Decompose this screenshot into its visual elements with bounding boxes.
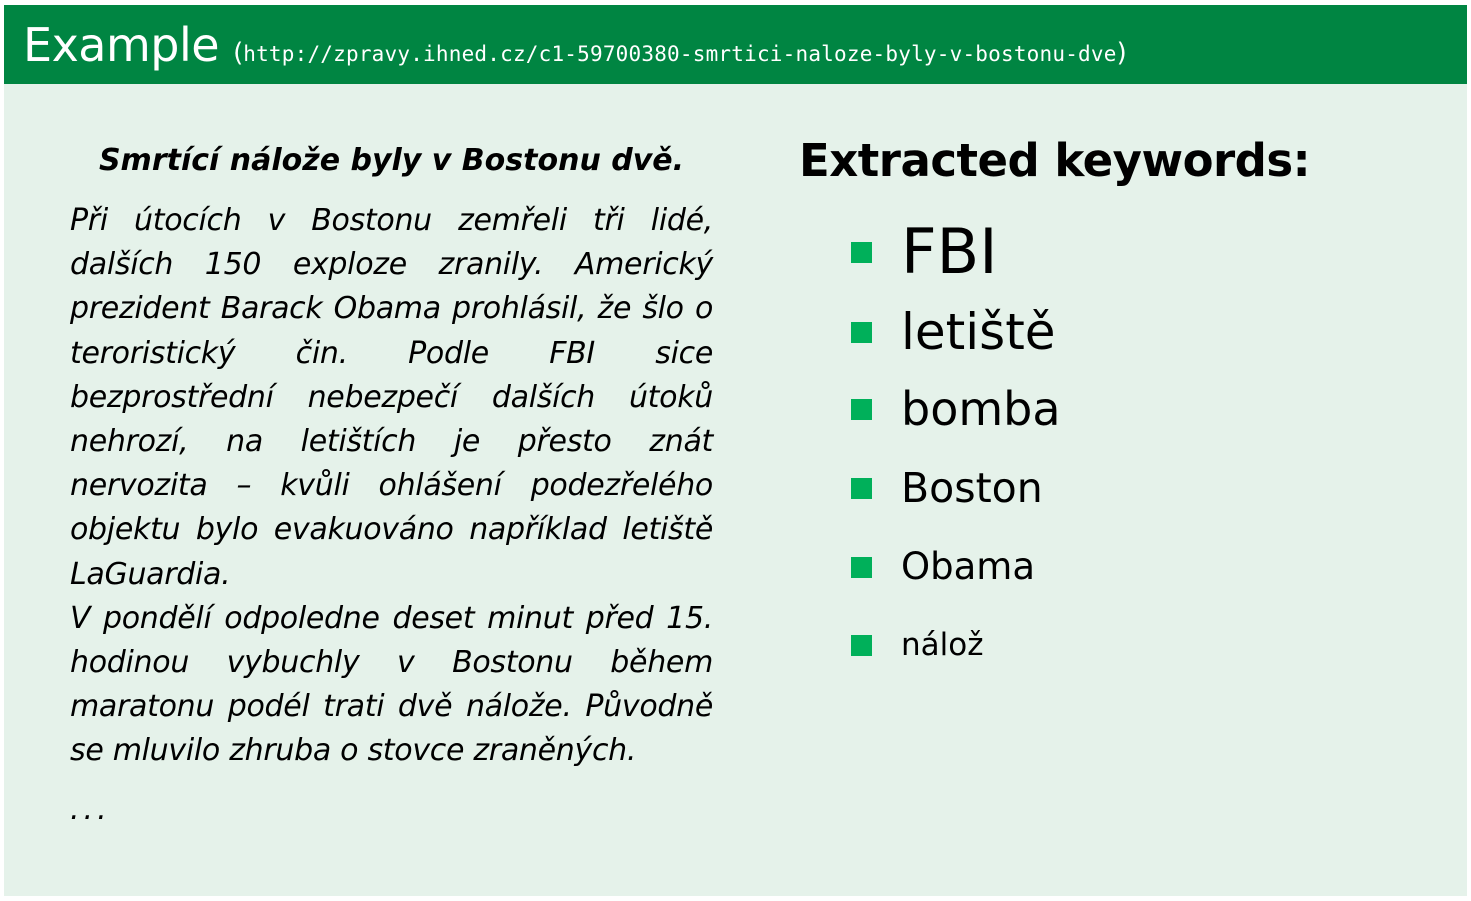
- keyword-item: [851, 625, 984, 665]
- square-bullet-icon: [851, 399, 872, 420]
- slide-header: [4, 5, 1467, 84]
- keyword-label: Boston: [901, 464, 1043, 512]
- article-body: [70, 199, 713, 774]
- article-ellipsis: ...: [70, 791, 111, 827]
- square-bullet-icon: [851, 478, 872, 499]
- keyword-label: FBI: [901, 215, 998, 288]
- url-open-paren: (: [233, 38, 244, 68]
- keyword-item: [851, 544, 1035, 590]
- keyword-item: [851, 463, 1043, 513]
- keywords-column: [799, 131, 1311, 663]
- square-bullet-icon: [851, 322, 872, 343]
- article-column: [70, 141, 713, 827]
- article-paragraph-2: V pondělí odpoledne deset minut před 15. hodinou vybuchly v Bostonu během maratonu podél trati dvě nálože. Původně se mluvilo zhruba o stovce zraněných.: [70, 600, 713, 769]
- square-bullet-icon: [851, 557, 872, 578]
- square-bullet-icon: [851, 635, 872, 656]
- keywords-heading: Extracted keywords:: [799, 134, 1311, 187]
- keyword-item: [851, 382, 1061, 436]
- square-bullet-icon: [851, 242, 872, 263]
- keyword-label: bomba: [901, 382, 1061, 436]
- keyword-item: [851, 217, 997, 287]
- keyword-label: nálož: [901, 627, 984, 663]
- source-url: http://zpravy.ihned.cz/c1-59700380-smrtici-naloze-byly-v-bostonu-dve: [243, 42, 1117, 66]
- url-close-paren: ): [1116, 38, 1127, 68]
- header-source: [233, 38, 1127, 68]
- article-paragraph-1: Při útocích v Bostonu zemřeli tři lidé, dalších 150 exploze zranily. Americký prezident Barack Obama prohlásil, že šlo o teroristický čin. Podle FBI sice bezprostřední nebezpečí dalších útoků nehrozí, na letištích je přesto znát nervozita – kvůli ohlášení podezřelého objektu bylo evakuováno například letiště LaGuardia.: [70, 203, 713, 592]
- keyword-label: Obama: [901, 545, 1035, 588]
- slide: [4, 5, 1467, 896]
- article-title: Smrtící nálože byly v Bostonu dvě.: [98, 143, 685, 178]
- keyword-item: [851, 303, 1056, 361]
- header-title: Example: [23, 18, 220, 72]
- keyword-label: letiště: [901, 303, 1056, 361]
